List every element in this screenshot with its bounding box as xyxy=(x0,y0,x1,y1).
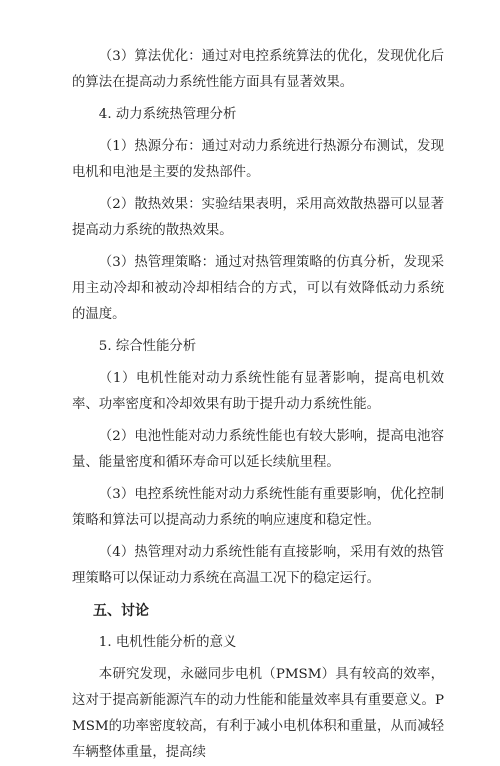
section-heading-discussion: 五、讨论 xyxy=(93,603,149,619)
heading-overall-performance: 5. 综合性能分析 xyxy=(98,339,197,354)
paragraph-algorithm-optimization: （3）算法优化：通过对电控系统算法的优化，发现优化后的算法在提高动力系统性能方面具有显著效果。 xyxy=(72,49,444,90)
paragraph-thermal-impact: （4）热管理对动力系统性能有直接影响，采用有效的热管理策略可以保证动力系统在高温工况下的稳定运行。 xyxy=(72,545,444,586)
paragraph-battery-performance: （2）电池性能对动力系统性能也有较大影响，提高电池容量、能量密度和循环寿命可以延长续航里程。 xyxy=(72,429,444,470)
paragraph-pmsm-findings: 本研究发现，永磁同步电机（PMSM）具有较高的效率，这对于提高新能源汽车的动力性能和能量效率具有重要意义。PMSM的功率密度较高，有利于减小电机体积和重量，从而减轻车辆整体重量，提高续 xyxy=(72,667,444,760)
heading-motor-analysis-significance: 1. 电机性能分析的意义 xyxy=(98,635,237,650)
paragraph-thermal-strategy: （3）热管理策略：通过对热管理策略的仿真分析，发现采用主动冷却和被动冷却相结合的方式，可以有效降低动力系统的温度。 xyxy=(72,255,444,322)
paragraph-cooling-effect: （2）散热效果：实验结果表明，采用高效散热器可以显著提高动力系统的散热效果。 xyxy=(72,197,444,238)
paragraph-heat-source-distribution: （1）热源分布：通过对动力系统进行热源分布测试，发现电机和电池是主要的发热部件。 xyxy=(72,139,444,180)
heading-thermal-management-analysis: 4. 动力系统热管理分析 xyxy=(98,107,237,122)
paragraph-motor-performance: （1）电机性能对动力系统性能有显著影响，提高电机效率、功率密度和冷却效果有助于提升动力系统性能。 xyxy=(72,371,444,412)
paragraph-control-performance: （3）电控系统性能对动力系统性能有重要影响，优化控制策略和算法可以提高动力系统的响应速度和稳定性。 xyxy=(72,487,444,528)
